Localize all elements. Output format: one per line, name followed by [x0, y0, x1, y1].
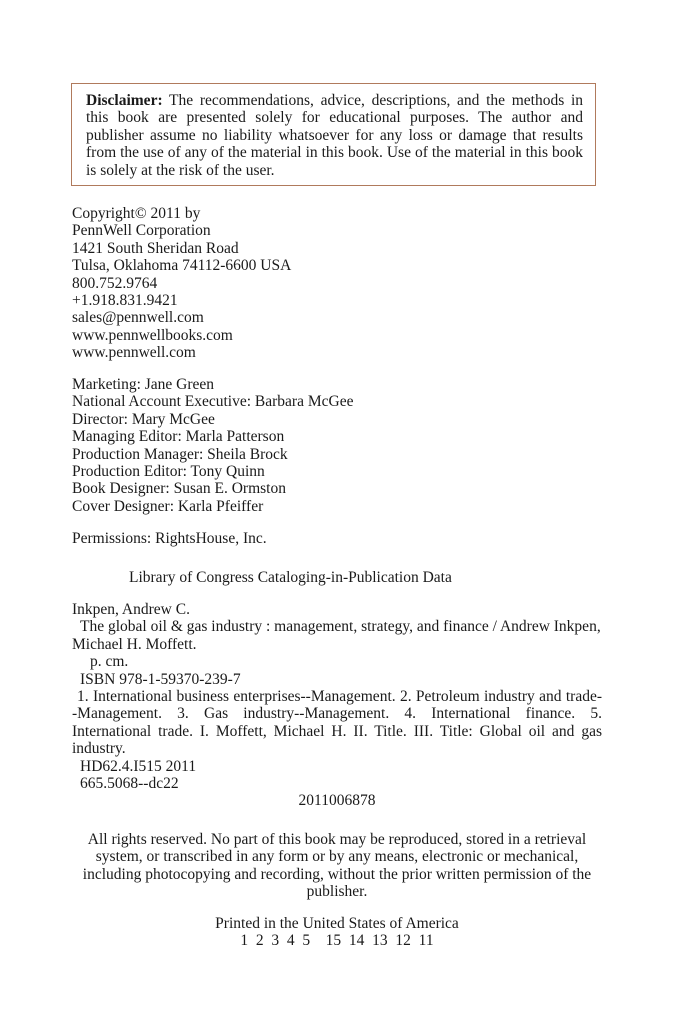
rights-statement: All rights reserved. No part of this book may be reproduced, stored in a retrieval system, or transcribed in any form or by any means, electronic or mechanical, including photocopying and recording, without the prior written permission of the publisher. — [82, 831, 592, 901]
disclaimer-box — [71, 83, 596, 186]
credit-line: Director: Mary McGee — [72, 410, 215, 428]
publisher-phone-intl: +1.918.831.9421 — [72, 292, 178, 310]
cip-subjects — [72, 688, 602, 758]
credit-line: Production Editor: Tony Quinn — [72, 463, 265, 481]
disclaimer-label: Disclaimer: — [86, 92, 163, 109]
cip-lc-class: HD62.4.I515 2011 — [80, 757, 197, 775]
cip-pages: p. cm. — [90, 653, 129, 671]
credits — [72, 376, 612, 515]
publisher-street: 1421 South Sheridan Road — [72, 239, 239, 257]
credit-line: Production Manager: Sheila Brock — [72, 445, 288, 463]
publisher-phone: 800.752.9764 — [72, 274, 158, 292]
publisher-website: www.pennwell.com — [72, 344, 196, 362]
cip-record — [72, 601, 602, 810]
publisher-email: sales@pennwell.com — [72, 309, 204, 327]
credit-line: Marketing: Jane Green — [72, 376, 215, 393]
cip-author: Inkpen, Andrew C. — [72, 601, 190, 618]
credit-line: Managing Editor: Marla Patterson — [72, 428, 285, 446]
cip-isbn: ISBN 978-1-59370-239-7 — [80, 670, 241, 688]
publisher-name: PennWell Corporation — [72, 222, 211, 240]
cip-lccn: 2011006878 — [298, 792, 376, 810]
credit-line: Book Designer: Susan E. Ormston — [72, 480, 286, 498]
cip-title-text: The global oil & gas industry : management, strategy, and finance / Andrew Inkpen, Michael H. Moffett. — [72, 618, 601, 653]
credit-line: National Account Executive: Barbara McGee — [72, 393, 354, 411]
publisher-info — [72, 205, 612, 362]
permissions: Permissions: RightsHouse, Inc. — [72, 530, 267, 547]
printing-info — [72, 915, 602, 950]
credit-line: Cover Designer: Karla Pfeiffer — [72, 497, 264, 515]
print-line: 1 2 3 4 5 15 14 13 12 11 — [240, 932, 434, 950]
publisher-website-books: www.pennwellbooks.com — [72, 326, 233, 344]
cip-heading: Library of Congress Cataloging-in-Publication Data — [129, 569, 452, 586]
printed-in: Printed in the United States of America — [215, 915, 459, 932]
copyright-line: Copyright© 2011 by — [72, 205, 201, 222]
cip-dewey: 665.5068--dc22 — [80, 775, 179, 793]
disclaimer-text: The recommendations, advice, descriptions, and the methods in this book are presented solely for educational purposes. The author and publisher assume no liability whatsoever for any loss or damage that results from the use of any of the material in this book. Use of the material in this book is solely at the risk of the user. — [86, 92, 583, 179]
cip-title-statement — [72, 618, 602, 653]
cip-subjects-text: 1. International business enterprises--Management. 2. Petroleum industry and trade--Management. 3. Gas industry--Management. 4. International finance. 5. International trade. I. Moffett, Michael H. II. Title. III. Title: Global oil and gas industry. — [72, 688, 602, 758]
publisher-city: Tulsa, Oklahoma 74112-6600 USA — [72, 257, 292, 275]
